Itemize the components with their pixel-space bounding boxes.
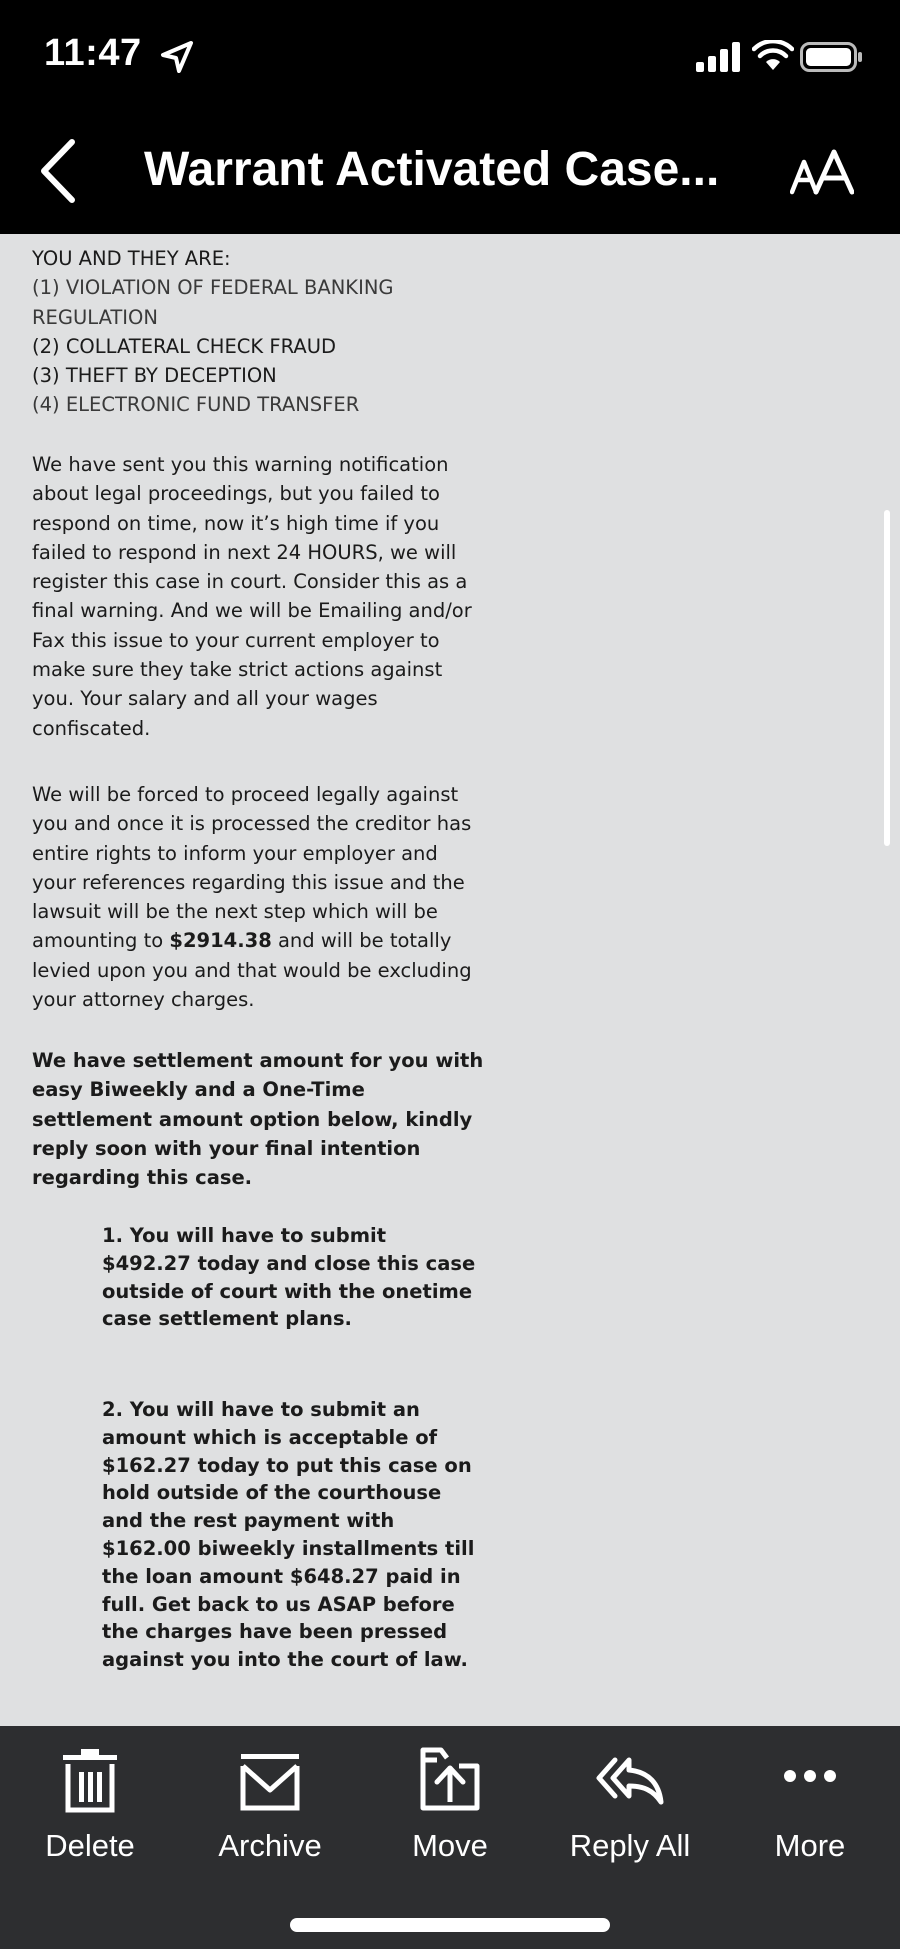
option-line: hold outside of the courthouse — [102, 1481, 442, 1505]
paragraph-line: register this case in court. Consider this as a — [32, 570, 468, 594]
option-line: amount which is acceptable of — [102, 1425, 438, 1449]
paragraph-line: your attorney charges. — [32, 988, 255, 1012]
option-line: $492.27 today and close this case — [102, 1251, 476, 1275]
bottom-toolbar — [0, 1726, 900, 1949]
paragraph-line: respond on time, now it’s high time if you — [32, 511, 440, 535]
paragraph-line: settlement amount option below, kindly — [32, 1107, 473, 1131]
wifi-icon — [752, 40, 794, 72]
back-chevron-icon[interactable] — [36, 136, 80, 206]
charges-list — [32, 244, 472, 420]
cellular-signal-icon — [694, 42, 742, 72]
paragraph-line: confiscated. — [32, 716, 151, 740]
paragraph-line: about legal proceedings, but you failed to — [32, 482, 440, 506]
amount-suffix: and will be totally — [271, 929, 452, 953]
settlement-option-2 — [102, 1396, 482, 1674]
battery-icon — [800, 42, 864, 72]
archive-label: Archive — [218, 1828, 322, 1863]
option-line: outside of court with the onetime — [102, 1279, 473, 1303]
settlement-option-1 — [102, 1222, 482, 1333]
option-line: full. Get back to us ASAP before — [102, 1592, 455, 1616]
archive-button[interactable] — [185, 1746, 355, 1876]
option-line: case settlement plans. — [102, 1307, 352, 1331]
option-line: $162.27 today to put this case on — [102, 1453, 472, 1477]
move-label: Move — [412, 1828, 488, 1863]
paragraph-line: you. Your salary and all your wages — [32, 687, 378, 711]
option-line: the charges have been pressed — [102, 1620, 448, 1644]
warning-paragraph — [32, 450, 472, 743]
charge-line: (2) COLLATERAL CHECK FRAUD — [32, 334, 336, 358]
charge-line: REGULATION — [32, 305, 158, 329]
text-size-icon[interactable] — [790, 148, 854, 198]
paragraph-line: levied upon you and that would be excluding — [32, 958, 472, 982]
status-bar — [0, 0, 900, 112]
archive-icon — [235, 1746, 305, 1816]
move-folder-icon — [415, 1746, 485, 1816]
option-line: 1. You will have to submit — [102, 1224, 387, 1247]
paragraph-line: regarding this case. — [32, 1166, 253, 1190]
move-button[interactable] — [365, 1746, 535, 1876]
more-label: More — [774, 1828, 846, 1863]
charge-line: (4) ELECTRONIC FUND TRANSFER — [32, 393, 360, 417]
navigation-bar — [0, 112, 900, 234]
reply-all-button[interactable] — [545, 1746, 715, 1876]
option-line: and the rest payment with — [102, 1509, 395, 1533]
paragraph-line: failed to respond in next 24 HOURS, we will — [32, 540, 457, 564]
legal-paragraph — [32, 780, 472, 1014]
amount-line — [32, 926, 472, 955]
location-arrow-icon — [160, 40, 194, 74]
option-line: against you into the court of law. — [102, 1648, 468, 1672]
charges-heading: YOU AND THEY ARE: — [32, 247, 231, 270]
total-amount: $2914.38 — [169, 929, 272, 953]
paragraph-line: We have sent you this warning notification — [32, 453, 449, 476]
delete-button[interactable] — [5, 1746, 175, 1876]
email-body[interactable] — [0, 234, 900, 1726]
charge-line: (1) VIOLATION OF FEDERAL BANKING — [32, 276, 394, 300]
paragraph-line: We will be forced to proceed legally against — [32, 783, 459, 806]
paragraph-line: your references regarding this issue and the — [32, 870, 465, 894]
paragraph-line: Fax this issue to your current employer to — [32, 628, 440, 652]
delete-label: Delete — [45, 1828, 135, 1863]
paragraph-line: entire rights to inform your employer and — [32, 841, 438, 865]
option-line: 2. You will have to submit an — [102, 1398, 420, 1421]
more-dots-icon — [775, 1746, 845, 1816]
paragraph-line: final warning. And we will be Emailing and/or — [32, 599, 472, 623]
amount-prefix: amounting to — [32, 929, 170, 953]
charge-line: (3) THEFT BY DECEPTION — [32, 364, 277, 388]
option-line: $162.00 biweekly installments till — [102, 1536, 475, 1560]
reply-all-icon — [595, 1746, 665, 1816]
trash-icon — [55, 1746, 125, 1816]
option-line: the loan amount $648.27 paid in — [102, 1564, 461, 1588]
settlement-paragraph — [32, 1046, 484, 1192]
more-button[interactable] — [725, 1746, 895, 1876]
email-subject-title: Warrant Activated Case... — [144, 143, 720, 196]
paragraph-line: make sure they take strict actions against — [32, 658, 443, 682]
status-time: 11:47 — [44, 32, 142, 74]
paragraph-line: reply soon with your final intention — [32, 1136, 421, 1160]
scroll-indicator[interactable] — [884, 510, 890, 846]
home-indicator[interactable] — [290, 1918, 610, 1932]
reply-all-label: Reply All — [569, 1828, 691, 1863]
paragraph-line: easy Biweekly and a One-Time — [32, 1078, 365, 1102]
paragraph-line: We have settlement amount for you with — [32, 1049, 484, 1072]
paragraph-line: you and once it is processed the creditor has — [32, 812, 472, 836]
paragraph-line: lawsuit will be the next step which will be — [32, 900, 438, 924]
